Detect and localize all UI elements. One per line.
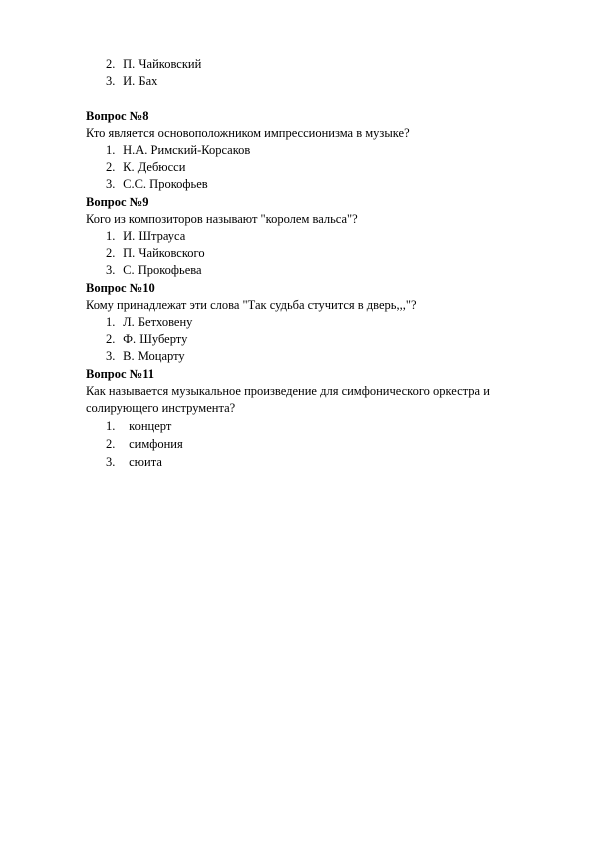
option-item: [86, 314, 546, 331]
question-text: Кому принадлежат эти слова "Так судьба стучится в дверь,,,"?: [86, 298, 417, 312]
option-item: [86, 262, 546, 279]
option-item: [86, 331, 546, 348]
option-text: сюита: [129, 455, 162, 469]
option-item: [86, 142, 546, 159]
option-number: 1.: [106, 419, 116, 433]
question-text: Как называется музыкальное произведение для симфонического оркестра и солирующего инструмента?: [86, 384, 490, 415]
option-text: Л. Бетховену: [123, 315, 193, 329]
question-text: Кто является основоположником импрессионизма в музыке?: [86, 126, 410, 140]
option-item: [86, 436, 546, 454]
option-item: [86, 159, 546, 176]
option-text: К. Дебюсси: [123, 160, 186, 174]
option-number: 1.: [106, 315, 116, 329]
option-number: 3.: [106, 455, 116, 469]
option-text: П. Чайковский: [123, 57, 202, 71]
previous-question-options: [86, 56, 546, 90]
option-number: 3.: [106, 74, 116, 88]
question-11: [86, 366, 546, 472]
question-title: Вопрос №10: [86, 281, 155, 295]
option-number: 3.: [106, 177, 116, 191]
option-text: концерт: [129, 419, 172, 433]
option-item: [86, 418, 546, 436]
option-text: С. Прокофьева: [123, 263, 202, 277]
question-text: Кого из композиторов называют "королем вальса"?: [86, 212, 358, 226]
option-number: 2.: [106, 437, 116, 451]
option-item: [86, 228, 546, 245]
option-item: [86, 454, 546, 472]
option-number: 3.: [106, 349, 116, 363]
question-8: [86, 108, 546, 193]
question-title: Вопрос №9: [86, 195, 149, 209]
option-item: [86, 245, 546, 262]
option-text: Ф. Шуберту: [123, 332, 188, 346]
question-title: Вопрос №11: [86, 367, 155, 381]
option-text: С.С. Прокофьев: [123, 177, 208, 191]
option-number: 1.: [106, 143, 116, 157]
option-item: [86, 73, 546, 90]
option-text: В. Моцарту: [123, 349, 185, 363]
option-number: 2.: [106, 246, 116, 260]
option-text: симфония: [129, 437, 183, 451]
option-number: 3.: [106, 263, 116, 277]
option-item: [86, 56, 546, 73]
option-text: И. Штрауса: [123, 229, 186, 243]
option-text: П. Чайковского: [123, 246, 205, 260]
option-item: [86, 176, 546, 193]
option-number: 1.: [106, 229, 116, 243]
option-number: 2.: [106, 160, 116, 174]
option-number: 2.: [106, 57, 116, 71]
option-text: И. Бах: [123, 74, 158, 88]
option-number: 2.: [106, 332, 116, 346]
question-10: [86, 280, 546, 365]
option-item: [86, 348, 546, 365]
question-9: [86, 194, 546, 279]
option-text: Н.А. Римский-Корсаков: [123, 143, 251, 157]
question-title: Вопрос №8: [86, 109, 149, 123]
